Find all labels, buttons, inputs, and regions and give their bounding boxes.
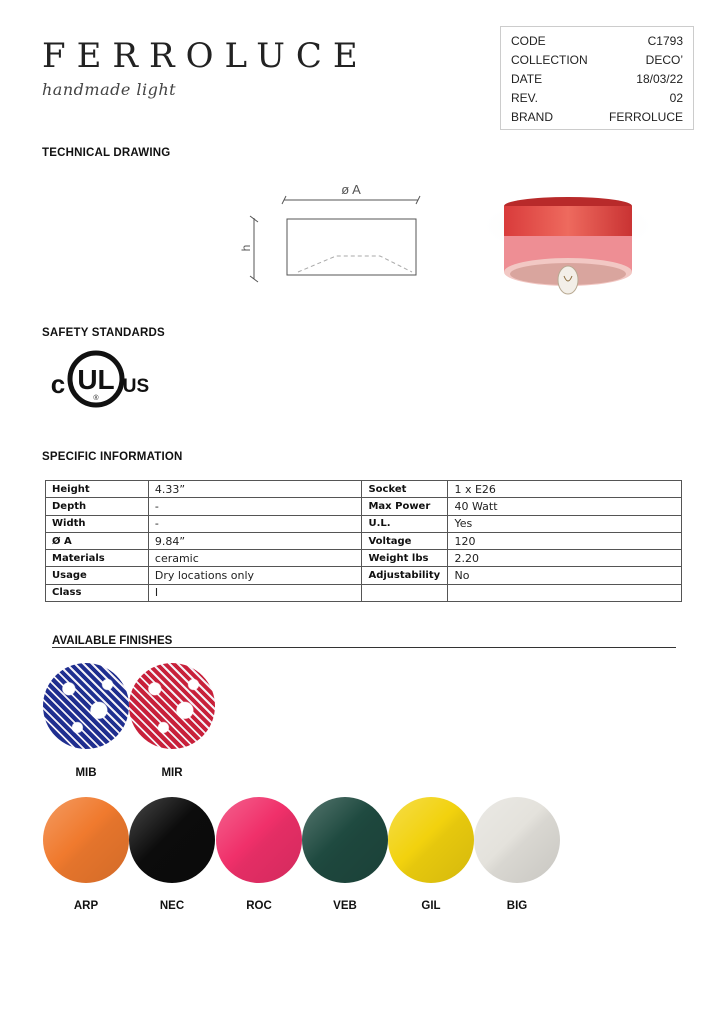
finish-code-label: BIG bbox=[506, 900, 528, 912]
finish-swatch-nec[interactable] bbox=[129, 797, 215, 883]
info-row-rev bbox=[511, 89, 683, 108]
table-row bbox=[46, 515, 682, 532]
spec-label: Width bbox=[46, 515, 149, 532]
spec-value: No bbox=[448, 567, 682, 584]
product-info-box bbox=[500, 26, 694, 130]
spec-label: U.L. bbox=[362, 515, 448, 532]
finish-swatch-veb[interactable] bbox=[302, 797, 388, 883]
finish-swatch-big[interactable] bbox=[474, 797, 560, 883]
section-title-specific-information: SPECIFIC INFORMATION bbox=[42, 451, 183, 463]
finishes-divider bbox=[52, 647, 676, 648]
info-value: 18/03/22 bbox=[636, 72, 683, 86]
info-value: FERROLUCE bbox=[608, 110, 683, 124]
info-label: REV. bbox=[511, 91, 538, 105]
info-label: CODE bbox=[511, 34, 546, 48]
table-row bbox=[46, 550, 682, 567]
spec-value: I bbox=[148, 584, 362, 601]
table-row bbox=[46, 584, 682, 601]
info-label: DATE bbox=[511, 72, 543, 86]
diameter-label: ø A bbox=[341, 182, 361, 197]
spec-label: Depth bbox=[46, 498, 149, 515]
lamp-outline bbox=[287, 219, 416, 275]
technical-drawing bbox=[236, 176, 436, 286]
spec-label: Socket bbox=[362, 481, 448, 498]
spec-value: Dry locations only bbox=[148, 567, 362, 584]
section-title-available-finishes: AVAILABLE FINISHES bbox=[52, 635, 173, 647]
spec-value bbox=[448, 584, 682, 601]
spec-label: Max Power bbox=[362, 498, 448, 515]
spec-value: 120 bbox=[448, 532, 682, 549]
spec-value: Yes bbox=[448, 515, 682, 532]
spec-label: Usage bbox=[46, 567, 149, 584]
spec-value: 2.20 bbox=[448, 550, 682, 567]
spec-value: ceramic bbox=[148, 550, 362, 567]
info-label: COLLECTION bbox=[511, 53, 588, 67]
finish-code-label: MIB bbox=[75, 767, 97, 779]
spec-value: 4.33” bbox=[148, 481, 362, 498]
info-row-date bbox=[511, 70, 683, 89]
spec-value: 1 x E26 bbox=[448, 481, 682, 498]
ul-c-mark: c bbox=[50, 369, 66, 399]
table-row bbox=[46, 498, 682, 515]
finish-swatch-arp[interactable] bbox=[43, 797, 129, 883]
ul-registered-mark: ® bbox=[93, 395, 99, 402]
diffuser-outline bbox=[298, 256, 412, 272]
finish-code-label: NEC bbox=[159, 900, 185, 912]
finish-code-label: ARP bbox=[73, 900, 99, 912]
finish-swatch-mib[interactable] bbox=[43, 663, 129, 749]
product-photo bbox=[478, 186, 658, 306]
info-label: BRAND bbox=[511, 110, 554, 124]
spec-label: Weight lbs bbox=[362, 550, 448, 567]
specifications-table bbox=[45, 480, 682, 602]
bulb-icon bbox=[558, 266, 578, 294]
spec-label: Class bbox=[46, 584, 149, 601]
info-row-brand bbox=[511, 108, 683, 127]
spec-value: 9.84” bbox=[148, 532, 362, 549]
height-label: h bbox=[239, 244, 253, 252]
brand-logo: FERROLUCE bbox=[42, 36, 369, 76]
finish-code-label: ROC bbox=[246, 900, 272, 912]
table-row bbox=[46, 532, 682, 549]
info-row-collection bbox=[511, 51, 683, 70]
finish-code-label: MIR bbox=[161, 767, 183, 779]
finish-code-label: VEB bbox=[333, 900, 357, 912]
spec-label: Adjustability bbox=[362, 567, 448, 584]
spec-label: Height bbox=[46, 481, 149, 498]
finish-swatch-mir[interactable] bbox=[129, 663, 215, 749]
ul-mark: UL bbox=[77, 364, 115, 395]
spec-label bbox=[362, 584, 448, 601]
info-row-code bbox=[511, 32, 683, 51]
info-value: 02 bbox=[669, 91, 683, 105]
spec-value: 40 Watt bbox=[448, 498, 682, 515]
ul-us-mark: US bbox=[122, 376, 150, 397]
info-value: C1793 bbox=[647, 34, 683, 48]
spec-label: Voltage bbox=[362, 532, 448, 549]
finish-code-label: GIL bbox=[421, 900, 441, 912]
spec-value: - bbox=[148, 515, 362, 532]
info-value: DECO’ bbox=[645, 53, 683, 67]
ul-certification-logo bbox=[46, 346, 150, 412]
spec-label: Materials bbox=[46, 550, 149, 567]
section-title-safety-standards: SAFETY STANDARDS bbox=[42, 327, 165, 339]
table-row bbox=[46, 481, 682, 498]
table-row bbox=[46, 567, 682, 584]
brand-tagline: handmade light bbox=[42, 80, 177, 99]
finish-swatch-roc[interactable] bbox=[216, 797, 302, 883]
spec-label: Ø A bbox=[46, 532, 149, 549]
section-title-technical-drawing: TECHNICAL DRAWING bbox=[42, 147, 171, 159]
spec-value: - bbox=[148, 498, 362, 515]
finish-swatch-gil[interactable] bbox=[388, 797, 474, 883]
